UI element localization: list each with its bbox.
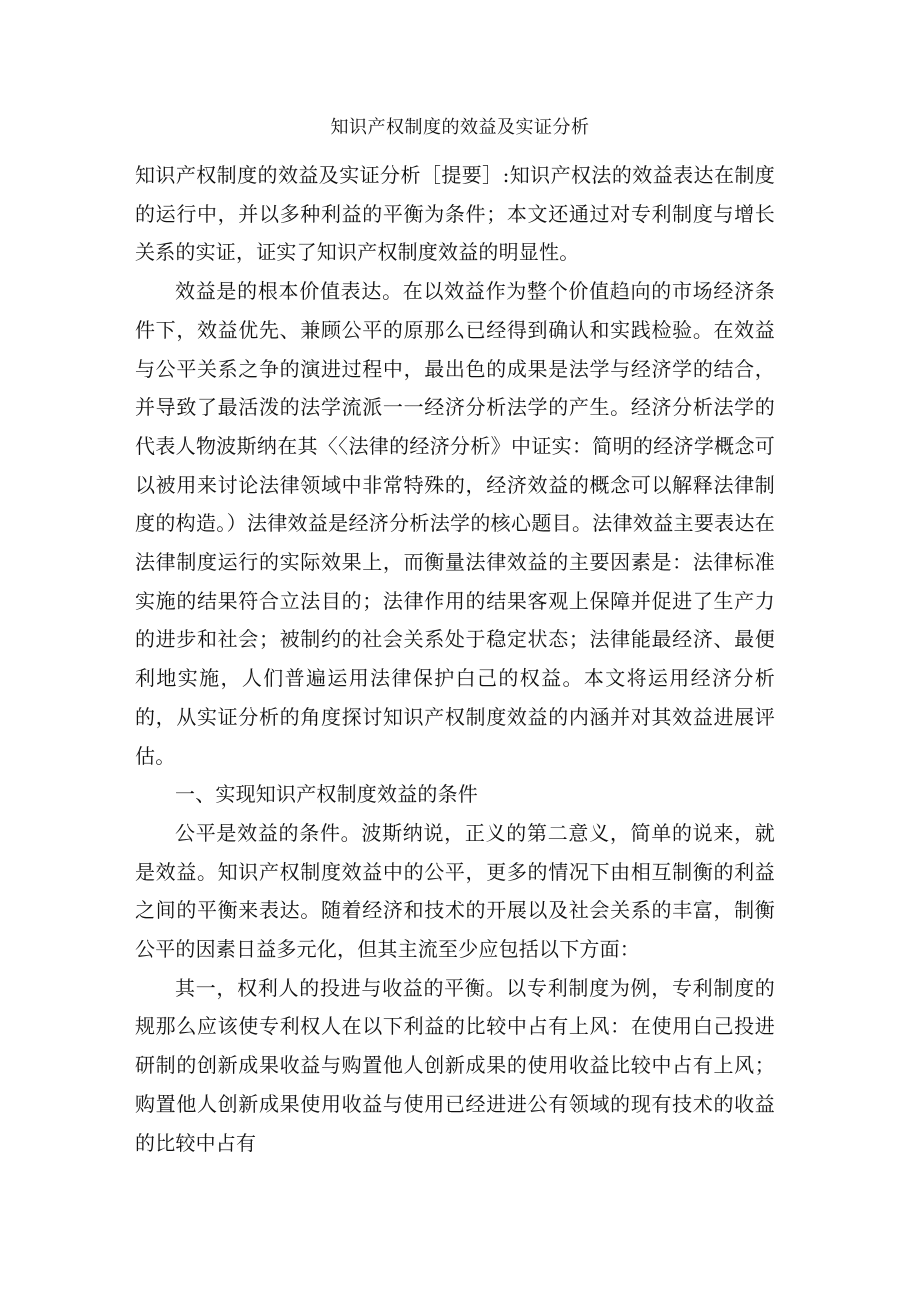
document-body: [135, 156, 775, 1162]
document-title: 知识产权制度的效益及实证分析: [330, 117, 590, 138]
point-one-paragraph: 其一，权利人的投进与收益的平衡。以专利制度为例，专利制度的规那么应该使专利权人在以下利益的比较中占有上风：在使用白己投进研制的创新成果收益与购置他人创新成果的使用收益比较中占有上风；购置他人创新成果使用收益与使用已经进进公有领域的现有技术的收益的比较中占有: [135, 975, 775, 1155]
section-heading: 一、实现知识产权制度效益的条件: [175, 782, 478, 807]
fairness-paragraph: 公平是效益的条件。波斯纳说，正义的第二意义，简单的说来，就是效益。知识产权制度效益中的公平，更多的情况下由相互制衡的利益之间的平衡来表达。随着经济和技术的开展以及社会关系的丰富，制衡公平的因素日益多元化，但其主流至少应包括以下方面：: [135, 820, 775, 962]
abstract-paragraph: 知识产权制度的效益及实证分析［提要］:知识产权法的效益表达在制度的运行中，并以多种利益的平衡为条件；本文还通过对专利制度与增长关系的实证，证实了知识产权制度效益的明显性。: [135, 163, 775, 265]
intro-paragraph: 效益是的根本价值表达。在以效益作为整个价值趋向的市场经济条件下，效益优先、兼顾公平的原那么已经得到确认和实践检验。在效益与公平关系之争的演进过程中，最出色的成果是法学与经济学的结合，并导致了最活泼的法学流派一一经济分析法学的产生。经济分析法学的代表人物波斯纳在其〈〈法律的经济分析》中证实：简明的经济学概念可以被用来讨论法律领域中非常特殊的，经济效益的概念可以解释法律制度的构造。）法律效益是经济分析法学的核心题目。法律效益主要表达在法律制度运行的实际效果上，而衡量法律效益的主要因素是：法律标准实施的结果符合立法目的；法律作用的结果客观上保障并促进了生产力的进步和社会；被制约的社会关系处于稳定状态；法律能最经济、最便利地实施，人们普遍运用法律保护白己的权益。本文将运用经济分析的，从实证分析的角度探讨知识产权制度效益的内涵并对其效益进展评估。: [135, 279, 775, 768]
